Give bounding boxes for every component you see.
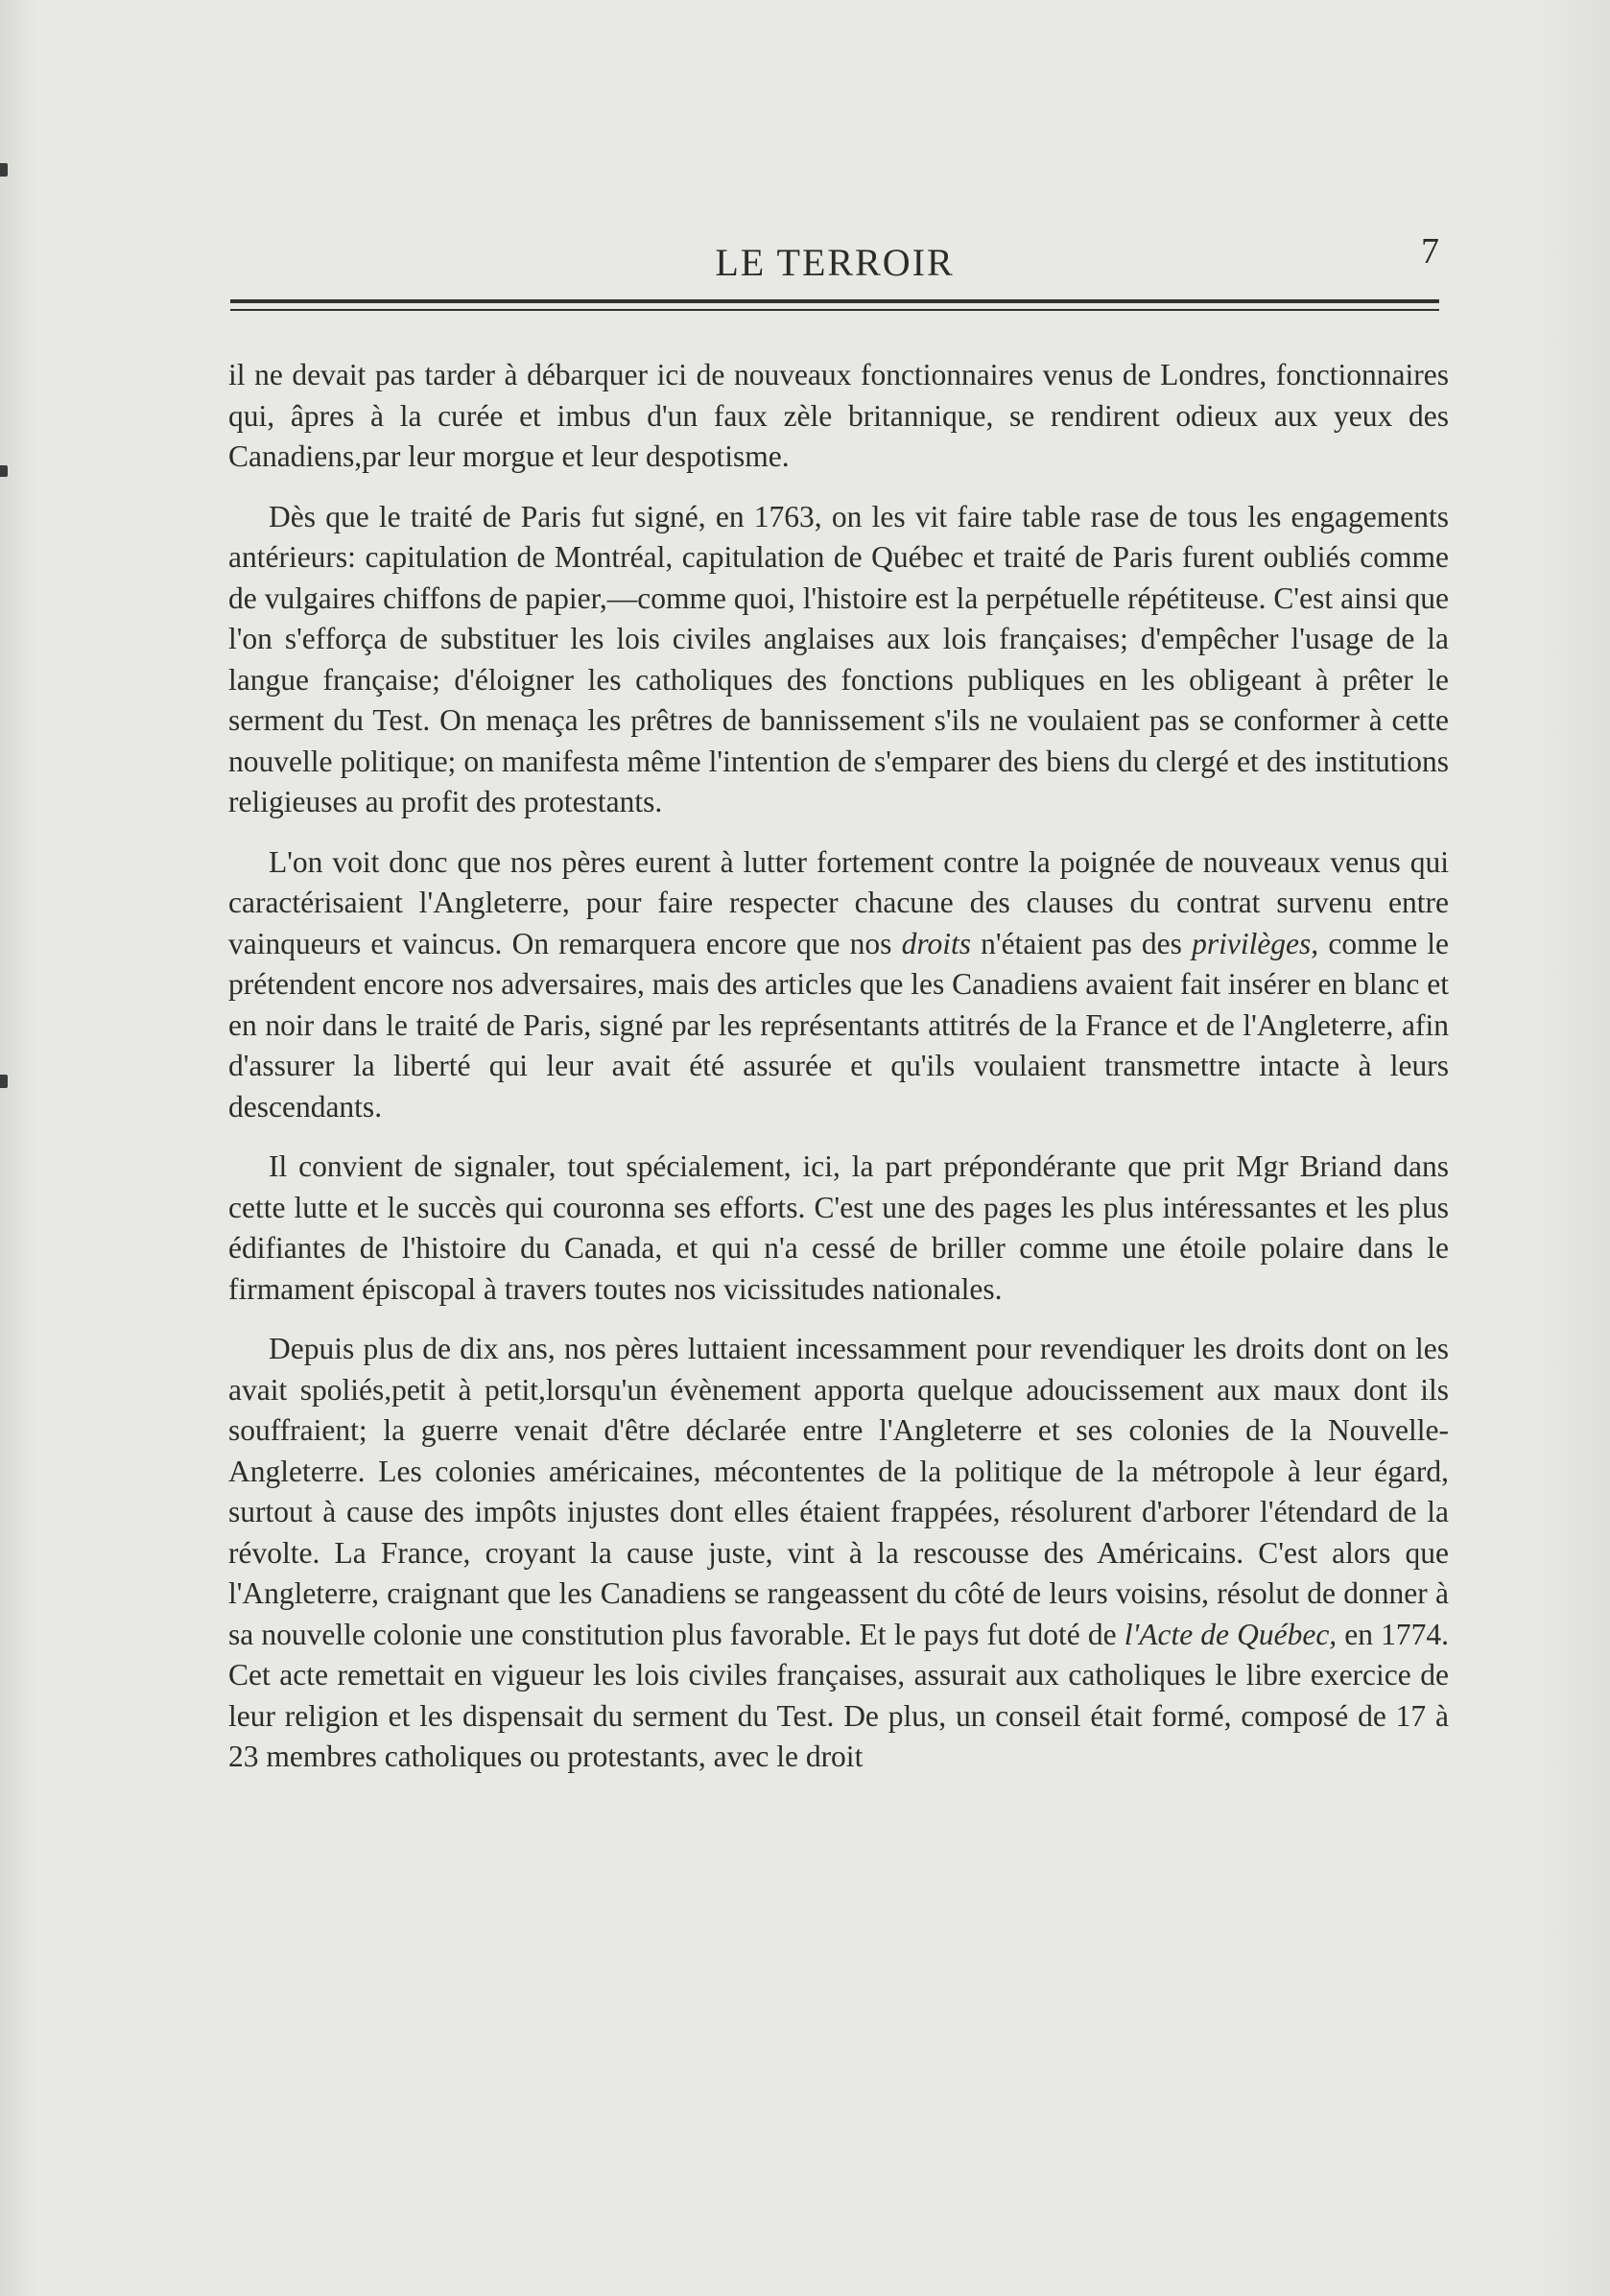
italic-term: droits [901,926,971,960]
running-title: LE TERROIR [715,241,955,284]
binding-mark [0,163,8,177]
header-rule [230,309,1439,311]
text-run: comme le prétendent encore nos adversaires, mais des articles que les Canadiens avaient fait insérer en blanc et en noir dans le traité de Paris, signé par les représentants attitrés de la France et de l'Angleterre, afin d'assurer la liberté qui leur avait été assurée et qu'ils voulaient transmettre intacte à leurs descendants. [228,926,1449,1124]
body-text [228,355,1449,1778]
text-run: n'étaient pas des [970,926,1193,960]
text-run: en 1774. Cet acte remettait en vigueur les lois civiles françaises, assurait aux catholiques le libre exercice de leur religion et les dispensait du serment du Test. De plus, un conseil était formé, composé de 17 à 23 membres catholiques ou protestants, avec le droit [228,1617,1449,1773]
italic-term: l'Acte de Québec, [1124,1617,1338,1651]
italic-term: privilèges, [1192,926,1319,960]
page-number: 7 [1421,231,1439,272]
paragraph: Il convient de signaler, tout spécialement, ici, la part prépondérante que prit Mgr Briand dans cette lutte et le succès qui couronna ses efforts. C'est une des pages les plus intéressantes et les plus édifiantes de l'histoire du Canada, et qui n'a cessé de briller comme une étoile polaire dans le firmament épiscopal à travers toutes nos vicissitudes nationales. [228,1149,1449,1306]
text-run: Depuis plus de dix ans, nos pères luttaient incessamment pour revendiquer les droits dont on les avait spoliés,petit à petit,lorsqu'un évènement apporta quelque adoucissement aux maux dont ils souffraient; la guerre venait d'être déclarée entre l'Angleterre et ses colonies de la Nouvelle-Angleterre. Les colonies américaines, mécontentes de la politique de la métropole à leur égard, surtout à cause des impôts injustes dont elles étaient frappées, résolurent d'arborer l'étendard de la révolte. La France, croyant la cause juste, vint à la rescousse des Américains. C'est alors que l'Angleterre, craignant que les Canadiens se rangeassent du côté de leurs voisins, résolut de donner à sa nouvelle colonie une constitution plus favorable. Et le pays fut doté de [228,1332,1449,1651]
binding-mark [0,465,8,477]
paragraph: il ne devait pas tarder à débarquer ici de nouveaux fonctionnaires venus de Londres, fonctionnaires qui, âpres à la curée et imbus d'un faux zèle britannique, se rendirent odieux aux yeux des Canadiens,par leur morgue et leur despotisme. [228,358,1449,473]
text-run: L'on voit donc que nos pères eurent à lutter fortement contre la poignée de nouveaux venus qui caractérisaient l'Angleterre, pour faire respecter chacune des clauses du contrat survenu entre vainqueurs et vaincus. On remarquera encore que nos [228,844,1449,960]
binding-mark [0,1075,8,1088]
page-header [230,230,1439,317]
header-rule [230,299,1439,303]
paragraph [228,1329,1449,1778]
paragraph [228,842,1449,1128]
paragraph: Dès que le traité de Paris fut signé, en 1763, on les vit faire table rase de tous les engagements antérieurs: capitulation de Montréal, capitulation de Québec et traité de Paris furent oubliés comme de vulgaires chiffons de papier,—comme quoi, l'histoire est la perpétuelle répétiteuse. C'est ainsi que l'on s'efforça de substituer les lois civiles anglaises aux lois françaises; d'empêcher l'usage de la langue française; d'éloigner les catholiques des fonctions publiques en les obligeant à prêter le serment du Test. On menaça les prêtres de bannissement s'ils ne voulaient pas se conformer à cette nouvelle politique; on manifesta même l'intention de s'emparer des biens du clergé et des institutions religieuses au profit des protestants. [228,499,1449,818]
